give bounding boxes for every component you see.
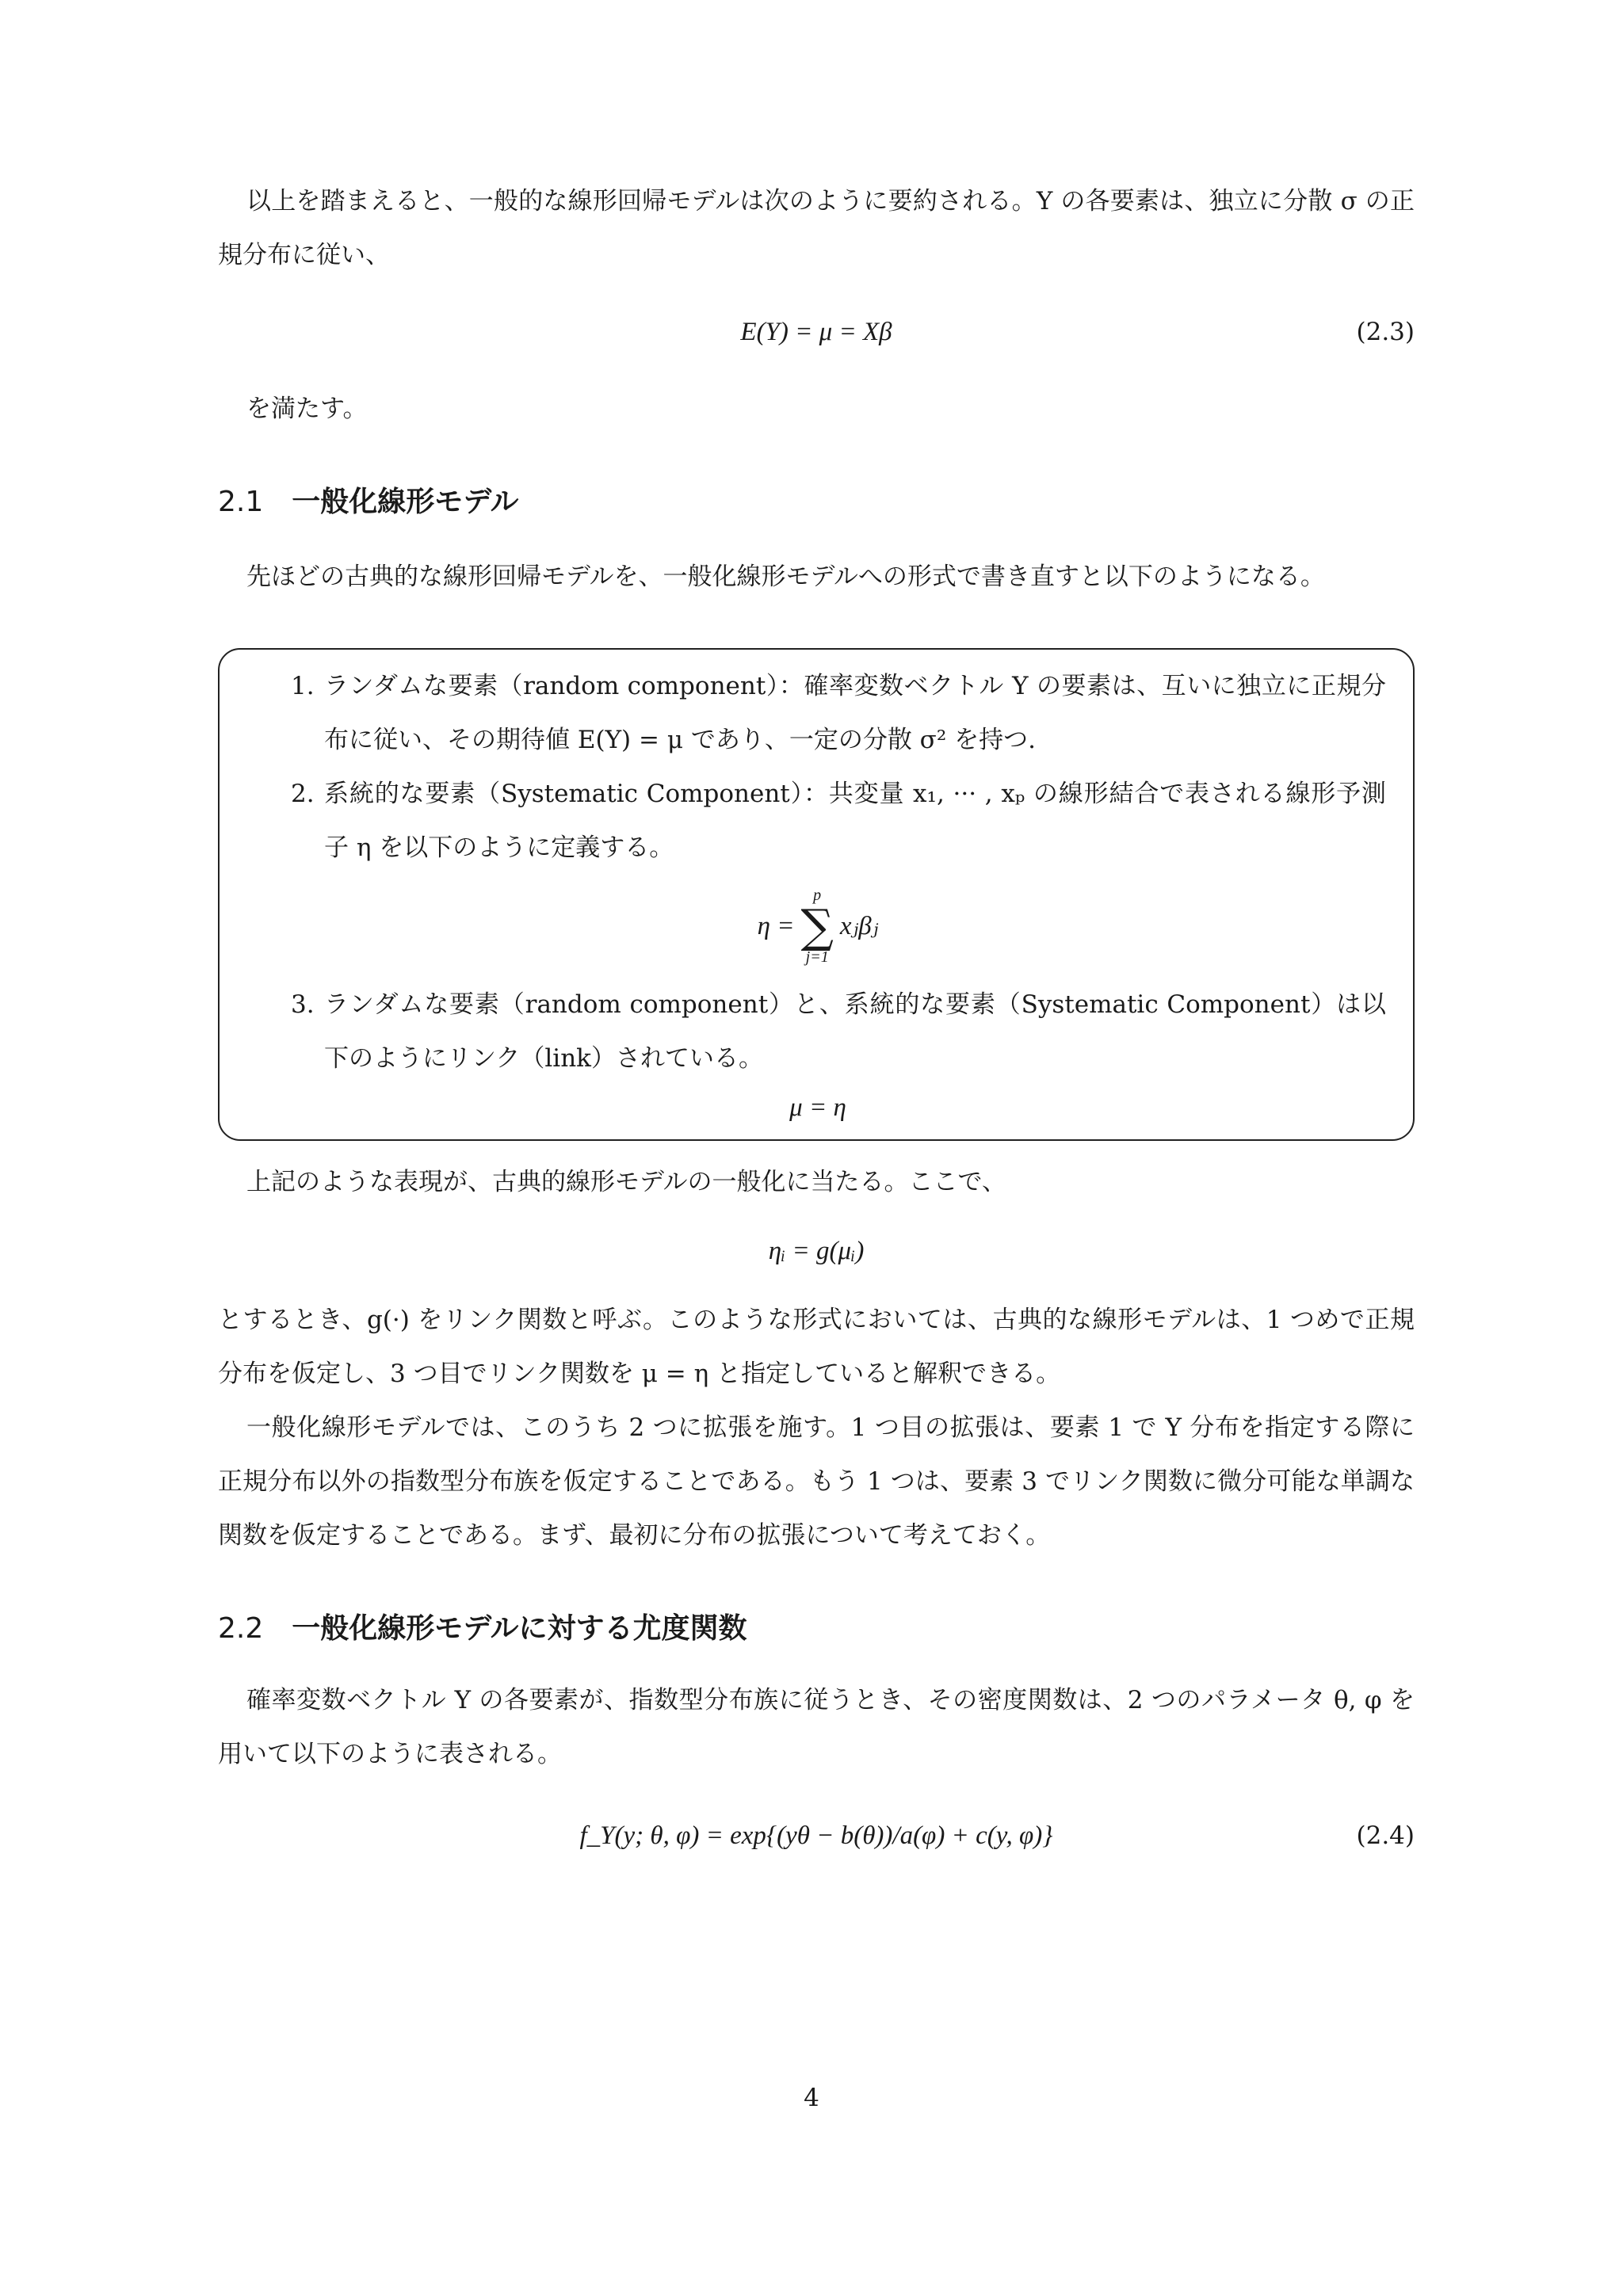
list-item-number: 1. [291, 672, 315, 700]
definition-box [218, 648, 1415, 1141]
section-title: 一般化線形モデルに対する尤度関数 [292, 1612, 747, 1645]
list-item-text: ランダムな要素（random component）と、系統的な要素（Systematic Component）は以下のようにリンク（link）されている。 [324, 990, 1386, 1073]
page-number: 4 [804, 2084, 819, 2112]
list-item-text: ランダムな要素（random component）：確率変数ベクトル Y の要素は、互いに独立に正規分布に従い、その期待値 E(Y) = μ であり、一定の分散 σ² を持つ. [324, 672, 1386, 754]
page-body [218, 174, 1415, 1862]
section-number: 2.2 [218, 1612, 264, 1645]
section-2-2-paragraph: 確率変数ベクトル Y の各要素が、指数型分布族に従うとき、その密度関数は、2 つのパラメータ θ, φ を用いて以下のように表される。 [218, 1686, 1415, 1768]
equation-2-3-body: E(Y) = μ = Xβ [740, 318, 892, 346]
sigma-symbol: ∑ [800, 899, 834, 953]
list-item-systematic-component [250, 767, 1386, 875]
sum-lower-limit: j=1 [805, 948, 829, 966]
eta-equation: ηᵢ = g(μᵢ) [768, 1237, 865, 1265]
section-heading-2-2 [218, 1605, 1415, 1653]
equation-2-3-number: (2.3) [1356, 318, 1415, 346]
list-item-random-component [250, 659, 1386, 767]
summation [800, 887, 833, 965]
intro-paragraph: 以上を踏まえると、一般的な線形回帰モデルは次のように要約される。Y の各要素は、独立に分散 σ の正規分布に従い、 [218, 187, 1415, 269]
section-2-1-lead: 先ほどの古典的な線形回帰モデルを、一般化線形モデルへの形式で書き直すと以下のようになる。 [246, 563, 1325, 591]
section-heading-2-1 [218, 479, 1415, 526]
linear-predictor-equation [250, 875, 1386, 978]
link-function-paragraph: とするとき、g(·) をリンク関数と呼ぶ。このような形式においては、古典的な線形モデルは、1 つめで正規分布を仮定し、3 つ目でリンク関数を μ = η と指定していると解釈できる。 [218, 1306, 1415, 1388]
equation-2-4-number: (2.4) [1356, 1821, 1415, 1850]
list-item-number: 2. [291, 780, 315, 808]
sum-lhs: η = [757, 912, 795, 940]
list-item-text: 系統的な要素（Systematic Component）：共変量 x₁, ··· , xₚ の線形結合で表される線形予測子 η を以下のように定義する。 [324, 780, 1386, 862]
intro-paragraph-2: を満たす。 [246, 395, 368, 423]
link-equation: μ = η [789, 1093, 846, 1122]
section-number: 2.1 [218, 486, 264, 518]
section-title: 一般化線形モデル [292, 486, 519, 518]
list-item-link [250, 978, 1386, 1085]
after-box-paragraph: 上記のような表現が、古典的線形モデルの一般化に当たる。ここで、 [246, 1168, 1006, 1196]
list-item-number: 3. [291, 990, 315, 1019]
equation-2-4 [218, 1810, 1415, 1862]
equation-2-4-body: f_Y(y; θ, φ) = exp{(yθ − b(θ))/a(φ) + c(y, φ)} [579, 1821, 1053, 1850]
equation-2-3 [218, 306, 1415, 358]
extension-paragraph: 一般化線形モデルでは、このうち 2 つに拡張を施す。1 つ目の拡張は、要素 1 で Y 分布を指定する際に正規分布以外の指数型分布族を仮定することである。もう 1 つは、要素 3 でリンク関数に微分可能な単調な関数を仮定することである。まず、最初に分布の拡張について考えておく。 [218, 1413, 1415, 1550]
sum-upper-limit: p [813, 887, 822, 904]
sum-term: xⱼβⱼ [839, 912, 879, 940]
